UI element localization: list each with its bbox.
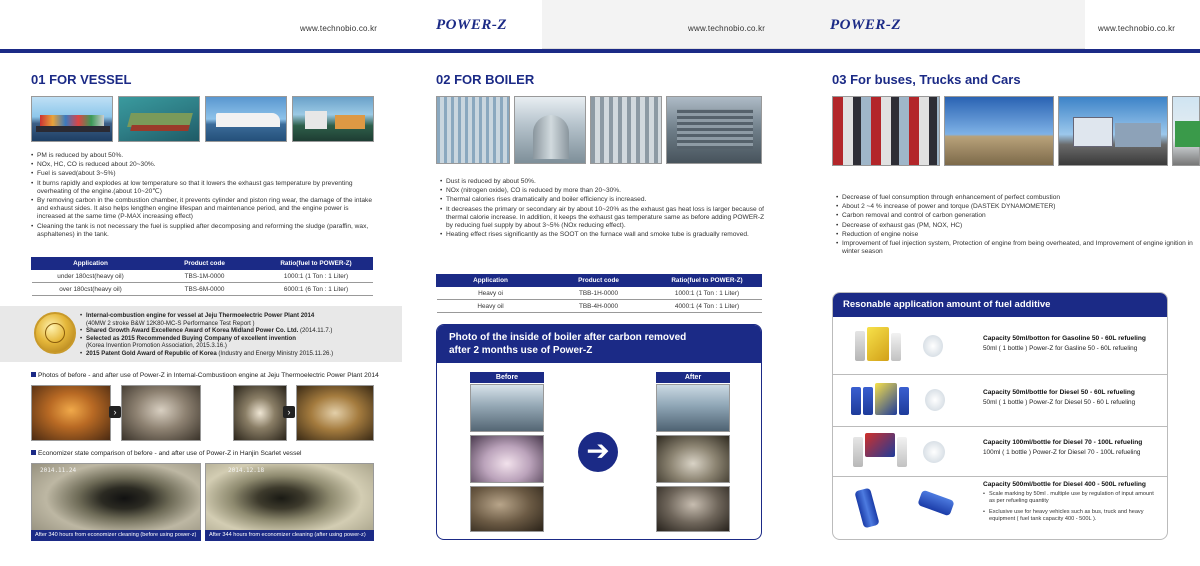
economizer-after-caption: After 344 hours from economizer cleaning (after using power-z) xyxy=(205,530,374,541)
website-url[interactable]: www.technobio.co.kr xyxy=(1098,24,1176,33)
port-ships-photo xyxy=(292,96,374,142)
after-label: After xyxy=(656,372,730,383)
product-notes xyxy=(983,491,1161,527)
header-rule xyxy=(0,49,402,53)
engine-photos-heading xyxy=(31,372,391,379)
heading-text: Photos of before - and after use of Power-Z in Internal-Combustioon engine at Jeju Thermoelectric Power Plant 2014 xyxy=(38,372,379,379)
list-item: • It decreases the primary or secondary air by about 10~20% as the exhaust gas heat loss is larger because of thermal calorie increase. In addition, it keeps the exhaust gas temperature same as before adding POWER-Z by reducing fuel supply by about 3~5% (NOx reducing effect). xyxy=(440,206,770,231)
table-row xyxy=(32,270,373,283)
list-item: • Carbon removal and control of carbon generation xyxy=(836,212,1194,220)
table-cell: TBB-4H-0000 xyxy=(545,300,653,313)
award-note: (40MW 2 stroke B&W 12K80-MC-S Performance Test Report ) xyxy=(86,319,255,327)
website-url[interactable]: www.technobio.co.kr xyxy=(688,24,766,33)
bottle-icon xyxy=(863,387,873,415)
website-url[interactable]: www.technobio.co.kr xyxy=(300,24,378,33)
vessel-page xyxy=(0,0,402,566)
bottle-icon xyxy=(923,441,945,463)
product-box-icon xyxy=(875,383,897,415)
table-cell: 1000:1 (1 Ton : 1 Liter) xyxy=(653,287,762,300)
square-bullet-icon xyxy=(31,450,36,455)
list-item: • Decrease of exhaust gas (PM, NOX, HC) xyxy=(836,222,1194,230)
power-z-logo: POWER-Z xyxy=(830,17,901,33)
bottle-icon xyxy=(899,387,909,415)
table-header: Application xyxy=(32,258,150,270)
cars-lot-photo xyxy=(832,96,940,166)
product-row-diesel-50 xyxy=(833,375,1167,427)
box-header xyxy=(437,325,761,363)
boiler-page xyxy=(402,0,798,566)
boiler-tank-photo xyxy=(514,96,586,164)
header-rule xyxy=(798,49,1200,53)
list-item: • Cleaning the tank is not necessary the fuel is supplied after decomposing and reforming the sludge (paraffin, wax, asphaltenes) in the tank. xyxy=(31,223,373,239)
table-cell: over 180cst(heavy oil) xyxy=(32,283,150,296)
box-title-line: after 2 months use of Power-Z xyxy=(449,345,593,356)
list-item: • Dust is reduced by about 50%. xyxy=(440,178,770,186)
photo-date: 2014.12.18 xyxy=(228,467,265,474)
product-desc: 50ml ( 1 bottle ) Power-Z for Diesel 50 - 60 L refueling xyxy=(983,399,1136,406)
boiler-benefits-list xyxy=(440,178,770,240)
award-note: (2014.11.7.) xyxy=(300,327,333,335)
product-title: Capacity 50ml/bottle for Diesel 50 - 60L refueling xyxy=(983,389,1135,396)
boiler-plant-photo xyxy=(666,96,762,164)
table-cell: Heavy oil xyxy=(437,300,545,313)
boiler-before-photo-1 xyxy=(470,384,544,432)
engine-after-photo-2 xyxy=(296,385,374,441)
list-item: • It burns rapidly and explodes at low temperature so that it lowers the exhaust gas temperature by preventing overheating of the engine.(about 10~20℃) xyxy=(31,180,373,196)
product-title: Capacity 500ml/bottle for Diesel 400 - 500L refueling xyxy=(983,481,1146,488)
list-item xyxy=(80,327,392,335)
bus-photo xyxy=(1172,96,1200,166)
arrow-right-icon: › xyxy=(283,406,295,418)
header-rule xyxy=(402,49,798,53)
engine-before-photo-2 xyxy=(233,385,287,441)
box-title-line: Photo of the inside of boiler after carbon removed xyxy=(449,332,687,343)
bottle-icon xyxy=(925,389,945,411)
boiler-ducts-photo xyxy=(590,96,662,164)
highway-photo xyxy=(944,96,1054,166)
list-item: • NOx (nitrogen oxide), CO is reduced by more than 20~30%. xyxy=(440,187,770,195)
table-header: Ratio(fuel to POWER-Z) xyxy=(653,275,762,287)
table-cell: TBB-1H-0000 xyxy=(545,287,653,300)
bottle-icon xyxy=(917,490,954,517)
page-header xyxy=(402,0,798,56)
bottle-icon xyxy=(855,331,865,361)
table-row xyxy=(32,283,373,296)
table-header: Application xyxy=(437,275,545,287)
vessel-product-table xyxy=(31,257,373,296)
engine-after-photo-1 xyxy=(121,385,201,441)
boiler-after-photo-2 xyxy=(656,435,730,483)
list-item xyxy=(80,350,392,358)
table-cell: TBS-1M-0000 xyxy=(150,270,260,283)
engine-before-photo-1 xyxy=(31,385,111,441)
list-item: • Fuel is saved(about 3~5%) xyxy=(31,170,373,178)
list-item: • Improvement of fuel injection system, Protection of engine from being overheated, and Improvement of engine ignition in winter season xyxy=(836,240,1194,256)
gold-medal-icon xyxy=(34,312,76,354)
product-row-diesel-500 xyxy=(833,477,1167,539)
award-title: 2015 Patent Gold Award of Republic of Korea xyxy=(86,349,217,357)
arrow-right-icon: › xyxy=(109,406,121,418)
bottle-icon xyxy=(897,437,907,467)
list-item: • Scale marking by 50ml . multiple use by regulation of input amount as per refueling quantity xyxy=(983,491,1161,505)
boiler-after-photo-3 xyxy=(656,486,730,532)
award-title: Shared Growth Award Excellence Award of Korea Midland Power Co. Ltd. xyxy=(86,327,299,335)
bottle-icon xyxy=(851,387,861,415)
bottle-icon xyxy=(891,333,901,361)
table-header: Product code xyxy=(545,275,653,287)
page-header xyxy=(0,0,402,56)
table-cell: under 180cst(heavy oil) xyxy=(32,270,150,283)
vehicles-page xyxy=(798,0,1200,566)
table-header: Product code xyxy=(150,258,260,270)
cruise-ship-photo xyxy=(205,96,287,142)
economizer-heading xyxy=(31,450,391,457)
bottle-icon xyxy=(923,335,943,357)
heading-text: Economizer state comparison of before - and after use of Power-Z in Hanjin Scarlet vessel xyxy=(38,450,302,457)
list-item: • Exclusive use for heavy vehicles such as bus, truck and heavy equipment ( fuel tank capacity 400 - 500L ). xyxy=(983,509,1161,523)
list-item xyxy=(80,335,392,350)
section-title-boiler: 02 FOR BOILER xyxy=(436,72,535,87)
list-item xyxy=(80,312,392,327)
table-cell: 6000:1 (6 Ton : 1 Liter) xyxy=(260,283,373,296)
list-item: • By removing carbon in the combustion chamber, it prevents cylinder and piston ring wear, the damage of the intake and exhaust sides. It also helps lengthen engine lifespan and maintenance period, and the engine power is increased at the same time (P-MAX increasing effect) xyxy=(31,197,373,222)
list-item: • Decrease of fuel consumption through enhancement of perfect combustion xyxy=(836,194,1194,202)
economizer-before-caption: After 340 hours from economizer cleaning (before using power-z) xyxy=(31,530,201,541)
section-title-vehicles: 03 For buses, Trucks and Cars xyxy=(832,72,1021,87)
list-item: • Thermal calories rises dramatically and boiler efficiency is increased. xyxy=(440,196,770,204)
bottle-icon xyxy=(853,437,863,467)
list-item: • Reduction of engine noise xyxy=(836,231,1194,239)
product-box-icon xyxy=(865,433,895,457)
award-note: (Industry and Energy Ministry 2015.11.26.) xyxy=(218,349,334,357)
vehicle-benefits-list xyxy=(836,194,1194,257)
arrow-right-icon: ➔ xyxy=(578,432,618,472)
table-row xyxy=(437,287,762,300)
list-item: • Heating effect rises significantly as the SOOT on the furnace wall and smoke tube is gradually removed. xyxy=(440,231,770,239)
table-cell: Heavy oi xyxy=(437,287,545,300)
boiler-pipes-photo xyxy=(436,96,510,164)
award-title: Selected as 2015 Recommended Buying Company of excellent invention xyxy=(86,334,296,342)
boiler-product-table xyxy=(436,274,762,313)
product-box-icon xyxy=(867,327,889,361)
power-z-logo: POWER-Z xyxy=(436,17,507,33)
table-cell: 1000:1 (1 Ton : 1 Liter) xyxy=(260,270,373,283)
square-bullet-icon xyxy=(31,372,36,377)
page-header xyxy=(798,0,1200,56)
before-label: Before xyxy=(470,372,544,383)
table-cell: TBS-6M-0000 xyxy=(150,283,260,296)
product-row-diesel-100 xyxy=(833,427,1167,477)
table-cell: 4000:1 (4 Ton : 1 Liter) xyxy=(653,300,762,313)
list-item: • NOx, HC, CO is reduced about 20~30%. xyxy=(31,161,373,169)
boiler-before-photo-2 xyxy=(470,435,544,483)
bottle-icon xyxy=(854,488,879,529)
table-header: Ratio(fuel to POWER-Z) xyxy=(260,258,373,270)
box-header: Resonable application amount of fuel additive xyxy=(833,293,1167,317)
awards-list xyxy=(80,312,392,358)
tanker-photo xyxy=(118,96,200,142)
photo-date: 2014.11.24 xyxy=(40,467,77,474)
product-title: Capacity 100ml/bottle for Diesel 70 - 100L refueling xyxy=(983,439,1143,446)
truck-photo xyxy=(1058,96,1168,166)
boiler-after-photo-1 xyxy=(656,384,730,432)
list-item: • PM is reduced by about 50%. xyxy=(31,152,373,160)
container-ship-photo xyxy=(31,96,113,142)
boiler-before-photo-3 xyxy=(470,486,544,532)
award-title: Internal-combustion engine for vessel at Jeju Thermoelectric Power Plant 2014 xyxy=(86,312,315,319)
table-row xyxy=(437,300,762,313)
vessel-benefits-list xyxy=(31,152,373,240)
list-item: • About 2 ~4 % increase of power and torque (DASTEK DYNAMOMETER) xyxy=(836,203,1194,211)
product-title: Capacity 50ml/botton for Gasoline 50 - 60L refueling xyxy=(983,335,1146,342)
fuel-additive-box xyxy=(832,292,1168,540)
section-title-vessel: 01 FOR VESSEL xyxy=(31,72,132,87)
product-row-gasoline-50 xyxy=(833,321,1167,375)
product-desc: 50ml ( 1 bottle ) Power-Z for Gasline 50 - 60L refueling xyxy=(983,345,1138,352)
award-note: (Korea Invention Promotion Association, 2015.3.16.) xyxy=(86,342,227,350)
product-desc: 100ml ( 1 bottle ) Power-Z for Diesel 70 - 100L refueling xyxy=(983,449,1141,456)
